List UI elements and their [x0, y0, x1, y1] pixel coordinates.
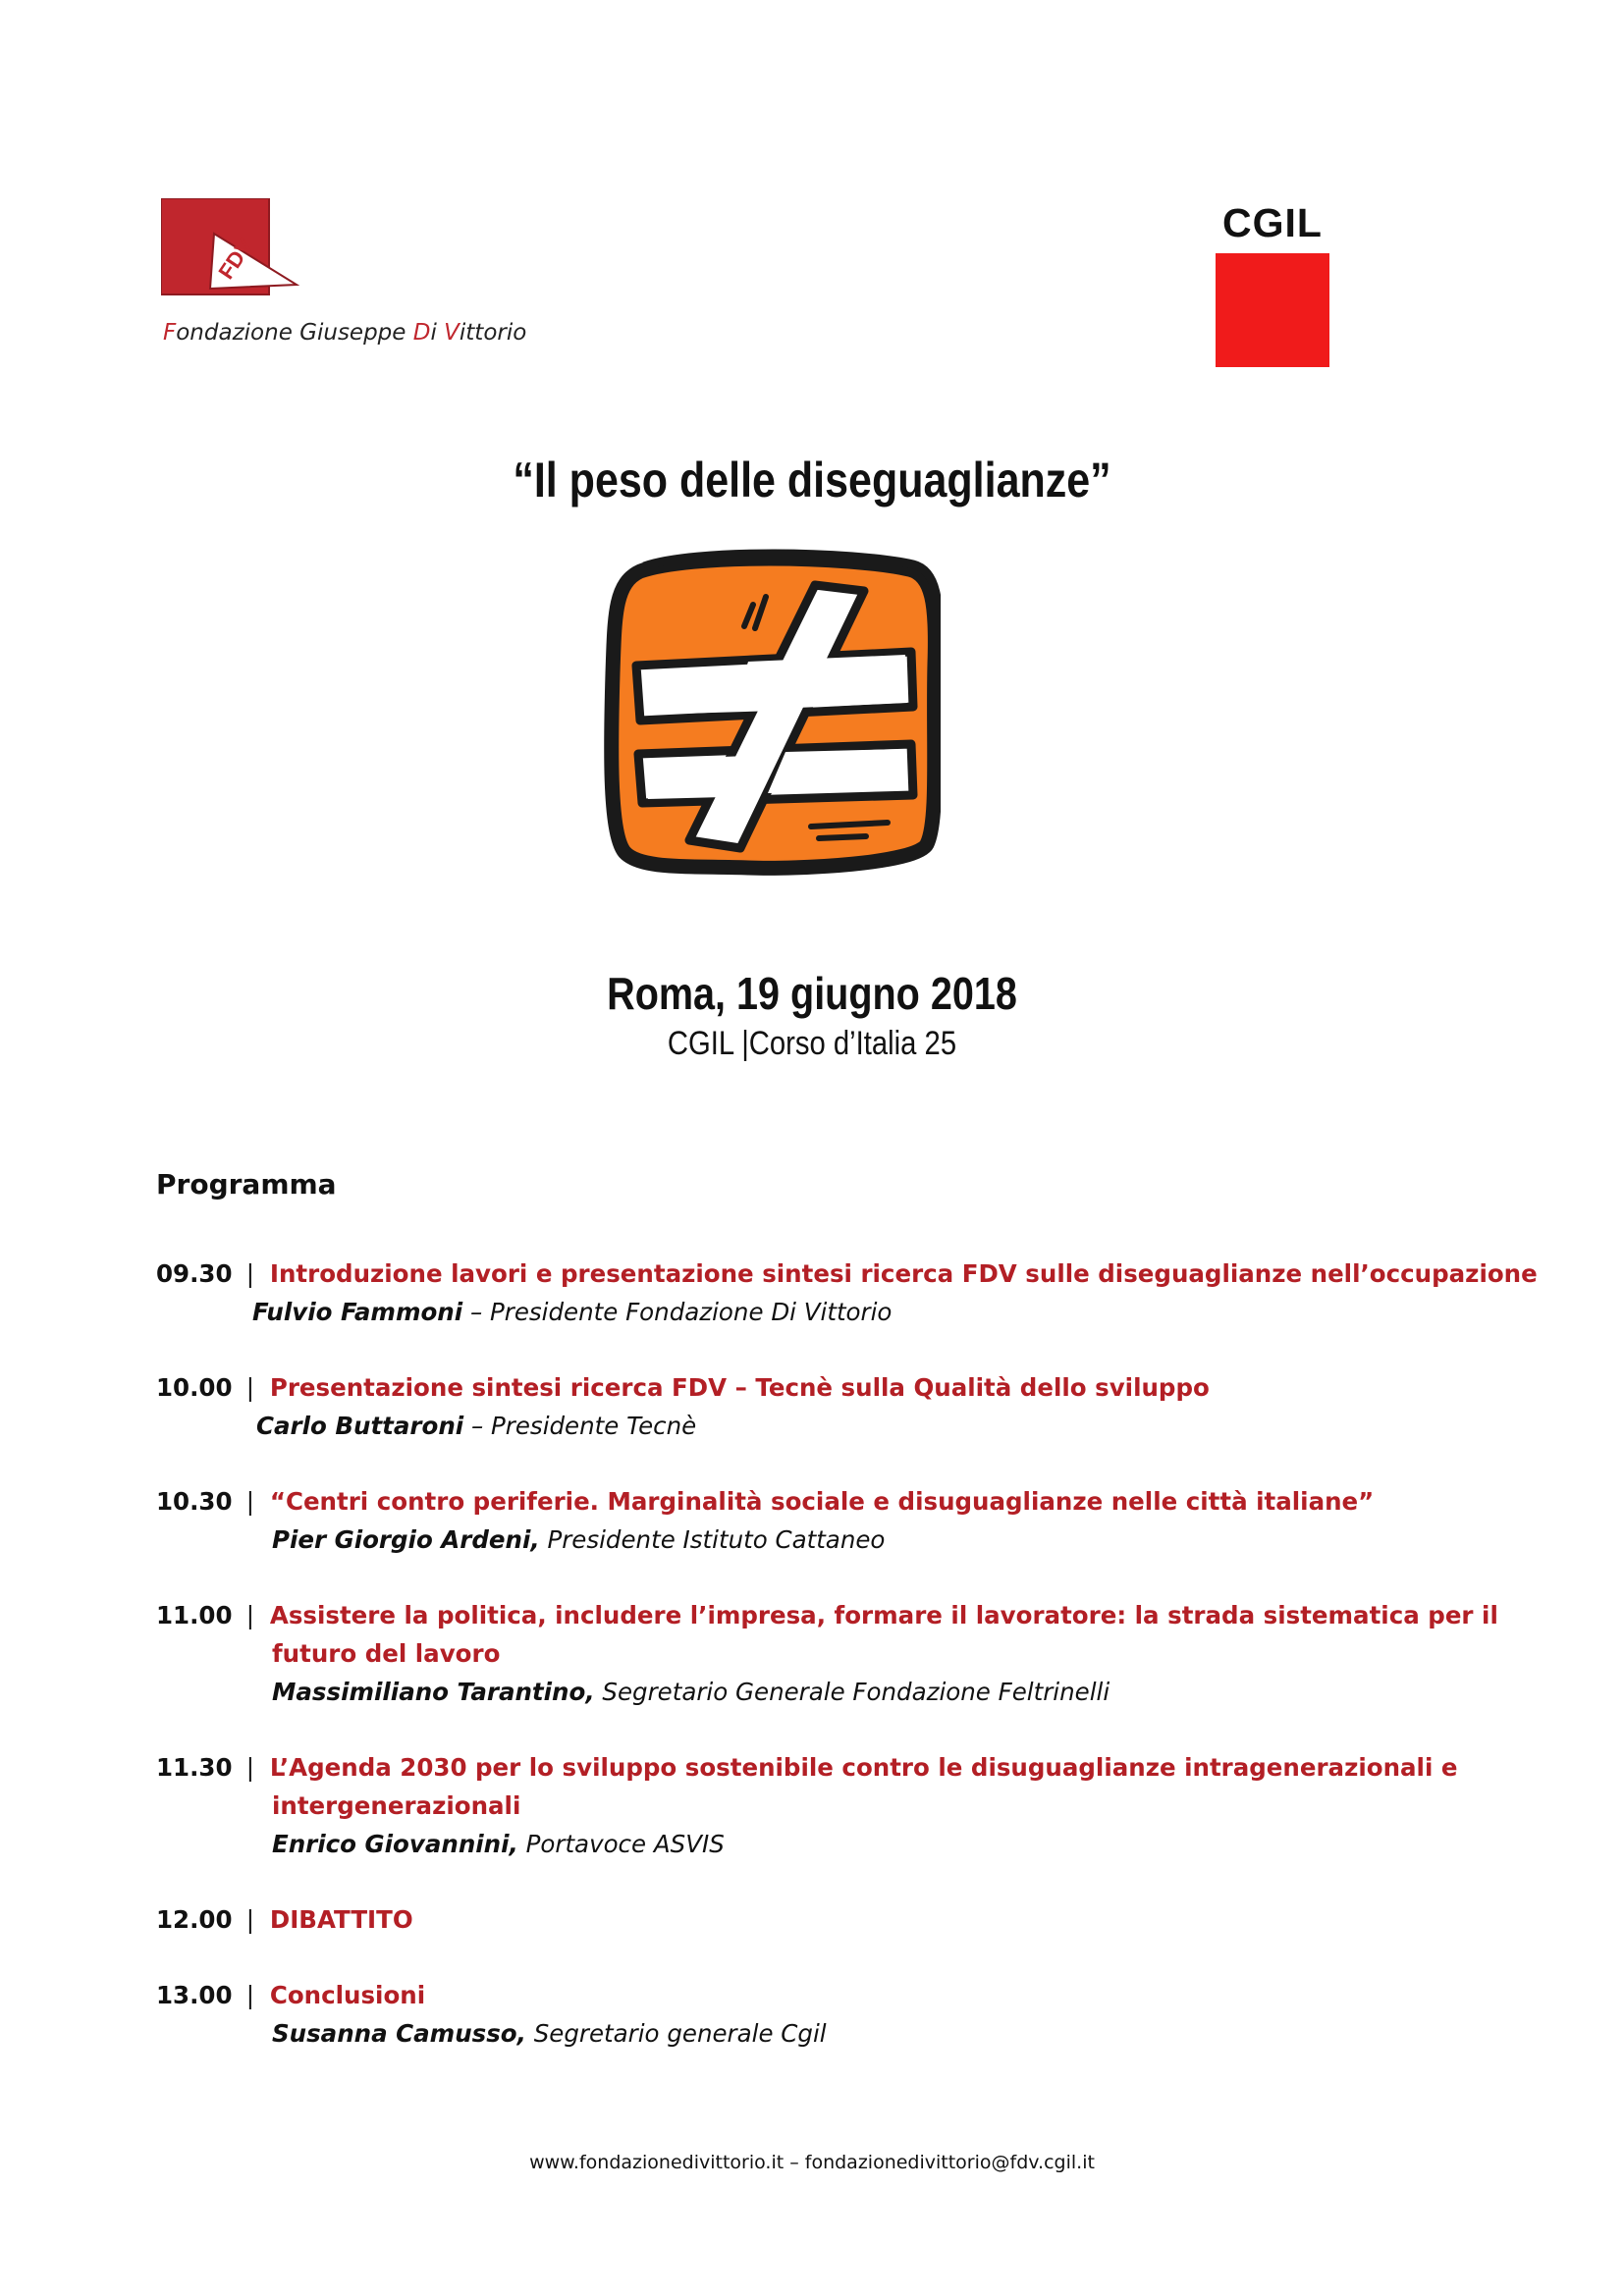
program-item [156, 1255, 1538, 1331]
speaker-role: – Presidente Tecnè [463, 1412, 697, 1440]
program-topic: Presentazione sintesi ricerca FDV – Tecnè sulla Qualità dello sviluppo [269, 1373, 1210, 1402]
program-time: 10.00 [156, 1373, 233, 1402]
program-item [156, 1976, 1472, 2053]
footer-contacts: www.fondazionedivittorio.it – fondazionedivittorio@fdv.cgil.it [529, 2152, 1095, 2173]
fdv-logo-icon [161, 198, 302, 328]
program-time: 12.00 [156, 1905, 233, 1934]
program-topic: L’Agenda 2030 per lo sviluppo sostenibile contro le disuguaglianze intragenerazionali e [269, 1753, 1458, 1782]
separator: | [245, 1601, 255, 1629]
speaker-role: – Presidente Fondazione Di Vittorio [462, 1298, 893, 1326]
program-time: 09.30 [156, 1259, 233, 1288]
not-equal-sign-icon [601, 546, 941, 880]
cgil-logo [1214, 200, 1331, 367]
speaker-name: Pier Giorgio Ardeni, [272, 1525, 540, 1554]
program-item [156, 1368, 1472, 1445]
program-topic: “Centri contro periferie. Marginalità sociale e disuguaglianze nelle città italiane” [269, 1487, 1375, 1516]
program-item [156, 1596, 1498, 1711]
program-topic: Assistere la politica, includere l’impresa, formare il lavoratore: la strada sistematica per il [269, 1601, 1498, 1629]
program-topic: Conclusioni [269, 1981, 426, 2009]
speaker-name: Carlo Buttaroni [256, 1412, 464, 1440]
speaker-role: Presidente Istituto Cattaneo [539, 1525, 886, 1554]
speaker-name: Massimiliano Tarantino, [272, 1678, 595, 1706]
program-heading: Programma [156, 1168, 337, 1201]
separator: | [245, 1487, 255, 1516]
separator: | [245, 1905, 255, 1934]
program-topic-continued: intergenerazionali [272, 1791, 521, 1820]
speaker-name: Fulvio Fammoni [252, 1298, 463, 1326]
speaker-role: Segretario generale Cgil [525, 2019, 827, 2048]
program-list [156, 1255, 1538, 2090]
event-venue: CGIL |Corso d’Italia 25 [667, 1025, 957, 1062]
speaker-name: Enrico Giovannini, [272, 1830, 518, 1858]
separator: | [245, 1981, 255, 2009]
program-speaker [156, 1407, 1472, 1445]
program-item [156, 1482, 1472, 1559]
separator: | [245, 1373, 255, 1402]
cgil-logo-text: CGIL [1222, 200, 1323, 245]
program-speaker [156, 2014, 1472, 2053]
program-item [156, 1900, 1472, 1939]
event-date: Roma, 19 giugno 2018 [607, 968, 1017, 1019]
cgil-red-square [1216, 253, 1329, 367]
page-title: “Il peso delle diseguaglianze” [513, 453, 1111, 507]
program-topic: DIBATTITO [269, 1905, 413, 1934]
program-time: 11.30 [156, 1753, 233, 1782]
separator: | [245, 1259, 255, 1288]
program-topic-continued: futuro del lavoro [272, 1639, 501, 1668]
fdv-mark-text: FDV [213, 234, 258, 284]
speaker-role: Segretario Generale Fondazione Feltrinelli [594, 1678, 1110, 1706]
program-item [156, 1748, 1472, 1863]
separator: | [245, 1753, 255, 1782]
program-speaker [156, 1825, 1472, 1863]
program-time: 10.30 [156, 1487, 233, 1516]
program-speaker [156, 1673, 1472, 1711]
speaker-name: Susanna Camusso, [272, 2019, 526, 2048]
program-speaker [156, 1521, 1472, 1559]
fdv-foundation-name: Fondazione Giuseppe Di Vittorio [163, 320, 527, 346]
fdv-logo [161, 198, 711, 355]
program-time: 11.00 [156, 1601, 233, 1629]
program-topic: Introduzione lavori e presentazione sintesi ricerca FDV sulle diseguaglianze nell’occupazione [269, 1259, 1538, 1288]
program-speaker [156, 1293, 1472, 1331]
speaker-role: Portavoce ASVIS [517, 1830, 725, 1858]
program-time: 13.00 [156, 1981, 233, 2009]
not-equal-emblem [601, 546, 941, 880]
